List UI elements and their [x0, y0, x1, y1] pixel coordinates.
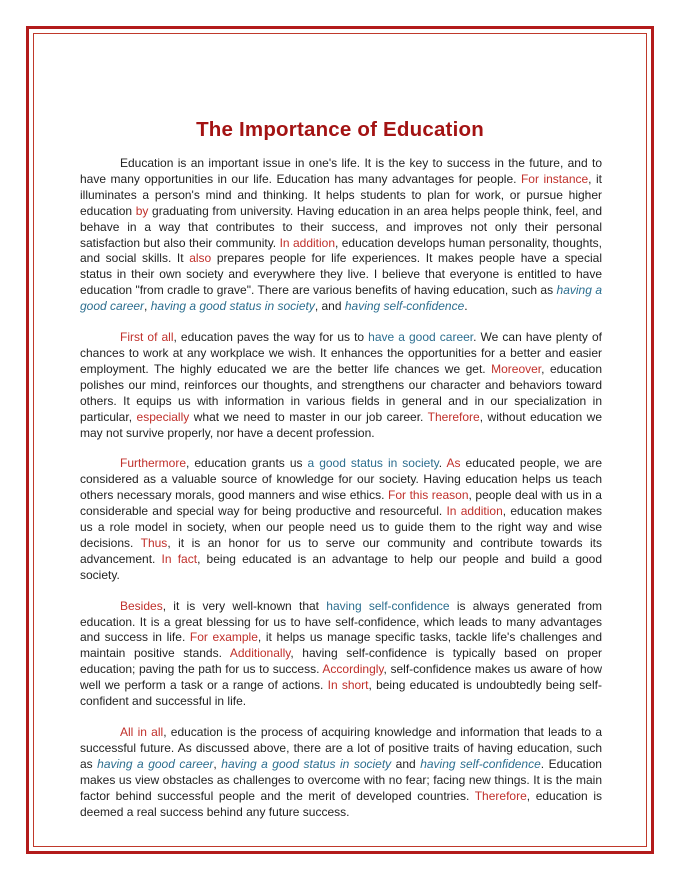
highlight-phrase: have a good career: [368, 330, 474, 345]
paragraph-3: [80, 456, 602, 583]
connector-phrase: In addition: [279, 235, 336, 250]
text-run: , education is deemed a real success behind any future success.: [80, 788, 602, 819]
connector-phrase: For this reason: [388, 488, 469, 503]
text-run: , education develops human personality, thoughts, and social skills. It: [80, 235, 602, 266]
connector-phrase: Moreover: [491, 361, 542, 376]
text-run: , education polishes our mind, reinforces our thoughts, and strengthens our character and behaviors toward others. It equips us with information in various fields in general and in our specialization in particular,: [80, 361, 602, 424]
text-run: , people deal with us in a considerable and special way for being productive and resourceful.: [80, 488, 602, 519]
text-run: is always generated from education. It is a great blessing for us to have self-confidence, which leads to many advantages and success in life.: [80, 598, 602, 645]
text-run: .: [464, 299, 468, 314]
highlight-phrase-italic: having self-confidence: [420, 756, 541, 771]
connector-phrase: Thus: [140, 535, 168, 550]
highlight-phrase-italic: having a good status in society: [221, 756, 392, 771]
text-run: what we need to master in our job career.: [189, 409, 428, 424]
connector-phrase: Accordingly: [322, 662, 384, 677]
connector-phrase: by: [135, 203, 149, 218]
text-run: , it helps us manage specific tasks, tackle life's challenges and maintain positive stands.: [80, 630, 602, 661]
text-run: prepares people for life experiences. It makes people have a special status in their own society and everywhere they live. I believe that everyone is entitled to have education "from cradle to grave". There are various benefits of having education, such as: [80, 251, 602, 298]
highlight-phrase-italic: having a good status in society: [150, 299, 315, 314]
connector-phrase: In short: [327, 678, 369, 693]
connector-phrase: Therefore: [427, 409, 480, 424]
connector-phrase: In fact: [161, 551, 198, 566]
text-run: ,: [144, 299, 151, 314]
text-run: , education grants us: [186, 456, 308, 471]
connector-phrase: As: [446, 456, 461, 471]
text-run: , self-confidence makes us aware of how well we perform a task or a range of actions.: [80, 662, 603, 693]
text-run: , it is very well-known that: [162, 598, 327, 613]
text-run: , being educated is an advantage to help our people and build a good society.: [80, 551, 603, 582]
connector-phrase: For example: [189, 630, 258, 645]
text-run: and: [391, 756, 421, 771]
connector-phrase: Besides: [120, 598, 163, 613]
connector-phrase: In addition: [446, 504, 503, 519]
text-run: , it illuminates a person's mind and thinking. It helps students to plan for work, or pursue higher education: [80, 171, 603, 218]
text-run: , without education we may not survive properly, nor have a decent profession.: [80, 409, 602, 440]
text-run: , it is an honor for us to serve our community and contribute towards its advancement.: [80, 535, 603, 566]
text-run: , education is the process of acquiring knowledge and information that leads to a successful future. As discussed above, there are a lot of positive traits of having education, such as: [80, 725, 602, 771]
highlight-phrase-italic: having self-confidence: [344, 299, 465, 314]
text-run: educated people, we are considered as a valuable source of knowledge for our society. Having education helps us teach others necessary morals, good manners and wise ethics.: [80, 456, 603, 503]
text-run: , having self-confidence is typically based on proper education; paving the path for us to success.: [80, 646, 602, 677]
text-run: . We can have plenty of chances to work at any workplace we wish. It enhances the opportunities for a better and easier employment. The highly educated we are the better life chances we get.: [80, 330, 603, 376]
paragraph-1: [80, 156, 602, 315]
highlight-phrase: having self-confidence: [326, 598, 450, 613]
paragraph-5: [80, 725, 602, 820]
connector-phrase: also: [189, 251, 212, 266]
essay-body: [80, 156, 602, 835]
connector-phrase: First of all: [120, 330, 174, 345]
connector-phrase: For instance: [520, 171, 589, 186]
highlight-phrase-italic: having a good career: [80, 283, 602, 314]
text-run: .: [438, 456, 447, 471]
text-run: Education is an important issue in one's life. It is the key to success in the future, and to have many opportunities in our life. Education has many advantages for people.: [80, 156, 602, 186]
connector-phrase: All in all: [120, 725, 164, 739]
text-run: , and: [314, 299, 345, 314]
connector-phrase: Additionally: [229, 646, 291, 661]
connector-phrase: Furthermore: [120, 456, 187, 471]
text-run: , being educated is undoubtedly being self-confident and successful in life.: [80, 678, 602, 709]
text-run: , education makes us a role model in society, when our people need us to guide them to the right way and wise decisions.: [80, 504, 602, 550]
paragraph-4: [80, 599, 602, 710]
page-title: The Importance of Education: [196, 118, 484, 141]
text-run: ,: [213, 756, 222, 771]
text-run: . Education makes us view obstacles as challenges to overcome with no fear; facing new things. It is the main factor behind successful people and the merit of developed countries.: [80, 756, 602, 803]
connector-phrase: Therefore: [474, 788, 527, 803]
connector-phrase: especially: [136, 409, 190, 424]
highlight-phrase-italic: having a good career: [97, 756, 214, 771]
text-run: , education paves the way for us to: [173, 330, 369, 345]
text-run: graduating from university. Having education in an area helps people think, feel, and behave in a way that contributes to their success, and improves not only their personal satisfaction but also their community.: [80, 203, 602, 250]
paragraph-2: [80, 330, 602, 441]
highlight-phrase: a good status in society: [307, 456, 439, 471]
